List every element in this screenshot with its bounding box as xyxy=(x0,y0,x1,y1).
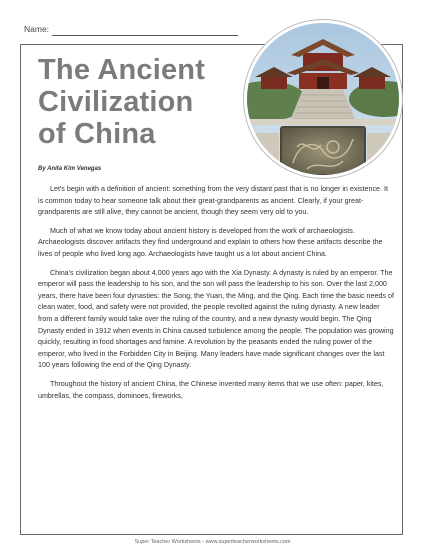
page-title xyxy=(38,54,205,150)
paragraph-3: China's civilization began about 4,000 years ago with the Xia Dynasty. A dynasty is ruled by an emperor. The emperor will pass the leadership to his son, and the son will pass the leadership to his son. Over the last 2,000 years, there have been four dynasties: the Song, the Yuan, the Ming, and the Qing. Each time the basic needs of clean water, food, and safety were not provided, the people revolted against the ruling dynasty. A new leader from a different family would take over the ruling of the country, and a new dynasty would begin. The Qing Dynasty ended in 1912 when events in China caused turbulence among the people. The population was growing quickly, resulting in food shortages and famine. A revolution by the peasants ended the ruling power of the emperor, who lived in the Forbidden City in Beijing. Many leaders have made significant changes over the last 100 years following the end of the Qing Dynasty. xyxy=(38,268,394,370)
title-line-1: The Ancient xyxy=(38,54,206,86)
title-line-3: of China xyxy=(38,118,156,150)
paragraph-1: Let's begin with a definition of ancient: something from the very distant past that is no longer in existence. It is common today to hear someone talk about their great-grandparents as ancient. Clearly, if your great-grandparents are still alive, they cannot be ancient, though they seem very old to you. xyxy=(38,185,388,217)
temple-photo xyxy=(244,20,402,178)
paragraph-4: Throughout the history of ancient China, the Chinese invented many items that we use often: paper, kites, umbrellas, the compass, dominoes, fireworks, xyxy=(38,379,384,400)
page-footer: Super Teacher Worksheets - www.superteacherworksheets.com xyxy=(134,539,291,545)
article-body xyxy=(38,184,394,409)
name-label: Name: xyxy=(24,24,50,34)
paragraph-2: Much of what we know today about ancient history is developed from the work of archaeologists. Archaeologists discover artifacts they find underground and explain to others how these artifacts describe the lives of people who lived long ago. Archaeologists have taught us a lot about ancient China. xyxy=(38,226,383,258)
name-line[interactable] xyxy=(52,35,238,36)
temple-illustration xyxy=(247,23,399,175)
title-line-2: Civilization xyxy=(38,86,194,118)
byline: By Anita Kim Venegas xyxy=(38,166,102,172)
